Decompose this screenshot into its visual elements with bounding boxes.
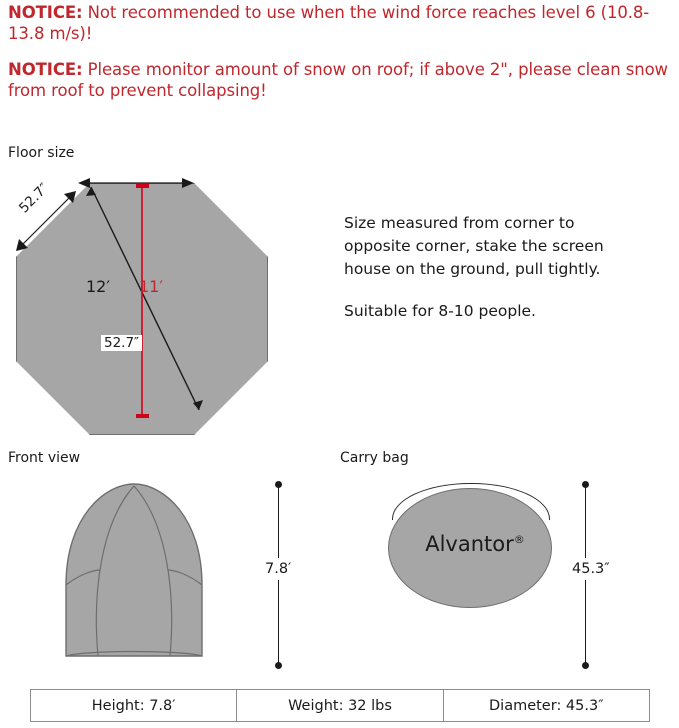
floor-diagram-lines bbox=[6, 165, 326, 435]
front-view-label: Front view bbox=[8, 450, 81, 466]
diagonal-black-arrow-top bbox=[86, 187, 96, 196]
top-dimension-arrow-left bbox=[78, 178, 90, 188]
height-dimension-label: 7.8′ bbox=[261, 558, 295, 580]
diagonal-red-cap-top bbox=[136, 184, 149, 188]
spec-cell-weight: Weight: 32 lbs bbox=[237, 690, 443, 721]
floor-size-label: Floor size bbox=[8, 145, 75, 161]
diameter-dimension-dot-top bbox=[582, 481, 589, 488]
description-text bbox=[344, 212, 644, 343]
height-dimension-dot-top bbox=[275, 481, 282, 488]
floor-diagram bbox=[6, 165, 326, 435]
spec-cell-height: Height: 7.8′ bbox=[31, 690, 237, 721]
spec-table bbox=[30, 689, 650, 722]
spec-cell-diameter: Diameter: 45.3″ bbox=[489, 697, 604, 714]
top-dimension-arrow-right bbox=[182, 178, 194, 188]
notice-wind-text: Not recommended to use when the wind force reaches level 6 (10.8-13.8 m/s)! bbox=[8, 3, 650, 44]
carry-bag-diagram bbox=[340, 470, 670, 680]
carry-bag-handle bbox=[392, 483, 550, 520]
notice-wind bbox=[8, 2, 674, 45]
height-dimension-dot-bottom bbox=[275, 662, 282, 669]
notice-snow-lead: NOTICE: bbox=[8, 59, 83, 79]
notice-snow bbox=[8, 59, 674, 102]
notice-snow-text: Please monitor amount of snow on roof; if above 2", please clean snow from roof to prevent collapsing! bbox=[8, 59, 668, 101]
diagonal-black-line bbox=[91, 187, 199, 410]
carry-bag-label: Carry bag bbox=[340, 450, 409, 466]
description-paragraph-2: Suitable for 8-10 people. bbox=[344, 302, 536, 321]
diagonal-red-cap-bottom bbox=[136, 414, 149, 418]
diameter-dimension-dot-bottom bbox=[582, 662, 589, 669]
floor-side-dimension-label: 52.7″ bbox=[16, 180, 53, 217]
carry-bag-brand bbox=[400, 532, 550, 556]
notice-wind-lead: NOTICE: bbox=[8, 3, 83, 22]
notice-block bbox=[8, 2, 674, 116]
floor-diagonal-black-label: 12′ bbox=[86, 277, 110, 296]
floor-top-dimension-label: 52.7″ bbox=[101, 335, 142, 351]
tent-front-shape bbox=[6, 470, 266, 675]
front-view-diagram bbox=[6, 470, 326, 680]
diameter-dimension-label: 45.3″ bbox=[568, 558, 614, 580]
description-paragraph-1: Size measured from corner to opposite corner, stake the screen house on the ground, pull tightly. bbox=[344, 214, 604, 278]
carry-bag-brand-registered: ® bbox=[513, 533, 525, 546]
tent-body bbox=[66, 484, 202, 656]
carry-bag-brand-text: Alvantor bbox=[425, 532, 514, 556]
floor-diagonal-red-label: 11′ bbox=[139, 277, 163, 296]
